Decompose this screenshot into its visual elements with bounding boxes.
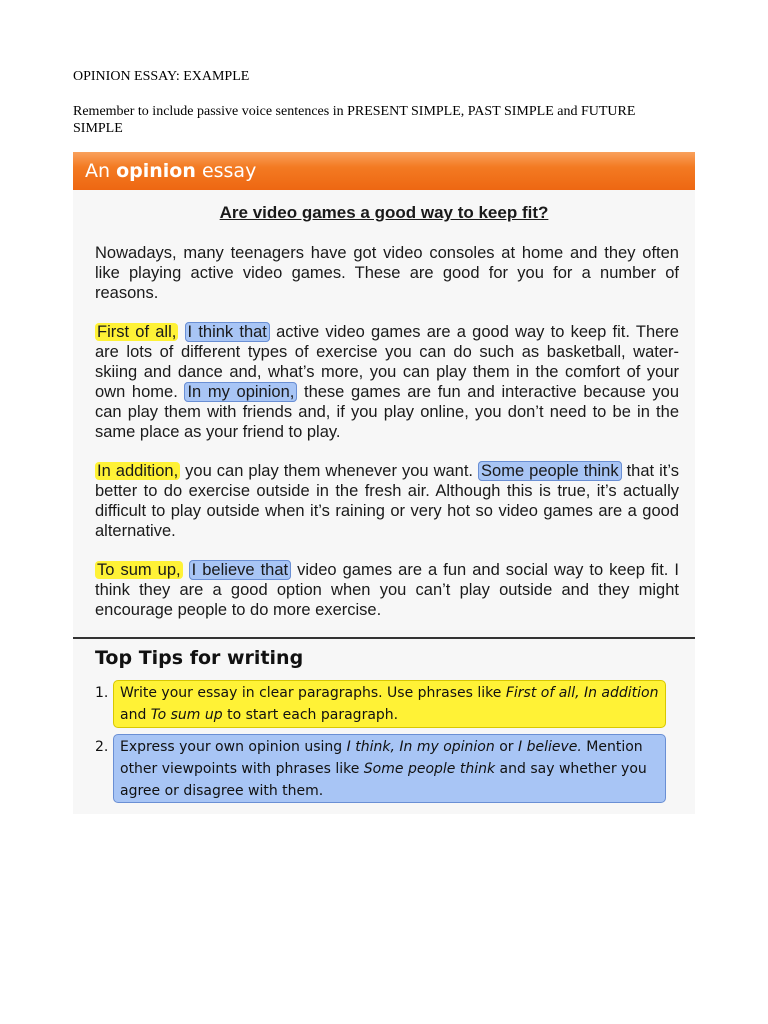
highlight-blue: I believe that — [189, 560, 291, 580]
tip-number: 2. — [95, 739, 109, 755]
highlight-blue: In my opinion, — [184, 382, 297, 402]
essay-card — [73, 152, 695, 814]
paragraph-4: To sum up, I believe that video games are a fun and social way to keep fit. I think they are a good option when you can’t play outside and they might encourage people to do more exercise. — [95, 561, 679, 619]
banner-title: An opinion essay — [85, 160, 257, 182]
paragraph-1: Nowadays, many teenagers have got video consoles at home and they often like playing active video games. These are good for you for a number of reasons. — [95, 244, 679, 302]
section-divider — [73, 637, 695, 639]
document-title: OPINION ESSAY: EXAMPLE — [73, 69, 250, 84]
tip-2: Express your own opinion using I think, In my opinion or I believe. Mention other viewpoints with phrases like Some people think and say whether you agree or disagree with them. — [113, 734, 666, 803]
tip-1: Write your essay in clear paragraphs. Use phrases like First of all, In addition and To sum up to start each paragraph. — [113, 680, 666, 728]
banner — [73, 152, 695, 190]
tip-number: 1. — [95, 685, 109, 701]
highlight-yellow: First of all, — [97, 323, 177, 341]
paragraph-2: First of all, I think that active video games are a good way to keep fit. There are lots of different types of exercise you can do such as basketball, water-skiing and dance and, what’s more, you can play them in the comfort of your own home. In my opinion, these games are fun and interactive because you can play them with friends and, if you play online, you don’t need to be in the same place as your friend to play. — [95, 323, 679, 441]
highlight-yellow: To sum up, — [97, 561, 181, 579]
highlight-blue: I think that — [185, 322, 270, 342]
highlight-blue: Some people think — [478, 461, 622, 481]
tips-title: Top Tips for writing — [95, 647, 304, 669]
paragraph-3: In addition, you can play them whenever you want. Some people think that it’s better to do exercise outside in the fresh air. Although this is true, it’s actually difficult to play outside when it’s raining or very hot so video games are a good alternative. — [95, 462, 679, 540]
highlight-yellow: In addition, — [97, 462, 179, 480]
essay-question: Are video games a good way to keep fit? — [219, 203, 549, 222]
document-note: Remember to include passive voice sentences in PRESENT SIMPLE, PAST SIMPLE and FUTURE SIMPLE — [73, 104, 636, 136]
